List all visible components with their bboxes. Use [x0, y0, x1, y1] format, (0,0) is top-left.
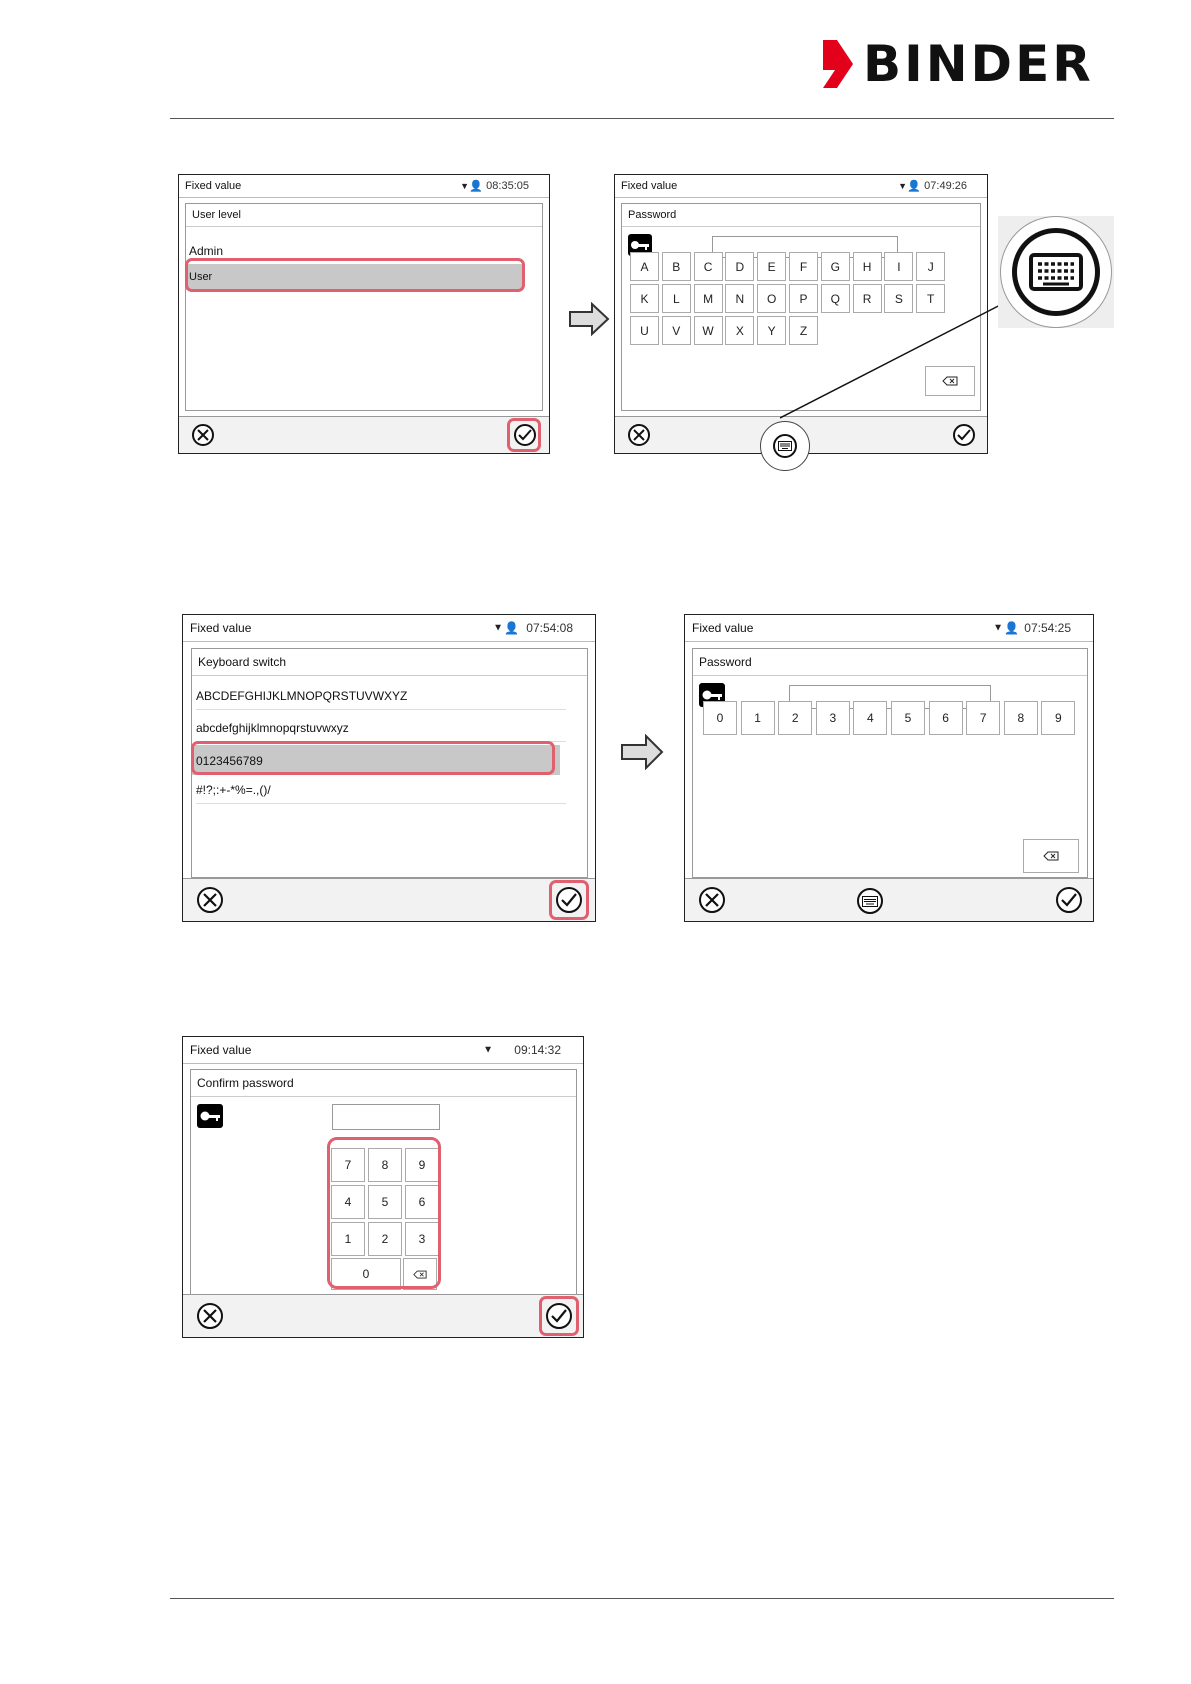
footer-bar	[183, 878, 595, 921]
panel-header	[191, 1070, 576, 1097]
panel-header	[186, 204, 542, 227]
option-lowercase[interactable]: abcdefghijklmnopqrstuvwxyz	[196, 721, 349, 735]
option-numbers-label: 0123456789	[196, 754, 263, 768]
key-0[interactable]: 0	[703, 701, 737, 735]
highlight-user-item	[185, 258, 525, 292]
key-m[interactable]: M	[694, 284, 723, 313]
keyboard-switch-button[interactable]	[857, 888, 883, 914]
key-7[interactable]: 7	[331, 1148, 365, 1182]
key-8[interactable]: 8	[1004, 701, 1038, 735]
key-j[interactable]: J	[916, 252, 945, 281]
user-lock-icon: 👤	[907, 180, 921, 193]
magnified-ring	[1000, 216, 1112, 328]
dropdown-arrow-icon[interactable]: ▼	[993, 622, 1003, 634]
key-b[interactable]: B	[662, 252, 691, 281]
screen-confirm-password	[182, 1036, 584, 1338]
backspace-button[interactable]	[1023, 839, 1079, 873]
highlight-confirm	[507, 418, 541, 452]
panel-header	[192, 649, 587, 676]
option-uppercase[interactable]: ABCDEFGHIJKLMNOPQRSTUVWXYZ	[196, 689, 408, 703]
callout-line	[780, 240, 1030, 420]
screen-title: Fixed value	[692, 621, 754, 635]
cancel-button[interactable]	[197, 1303, 223, 1329]
user-lock-icon: 👤	[504, 621, 519, 635]
confirm-icon	[957, 429, 971, 441]
highlight-confirm	[549, 880, 589, 920]
user-level-panel	[185, 203, 543, 411]
clock-time: 07:54:25	[1024, 621, 1071, 635]
keyboard-switch-callout	[760, 421, 810, 471]
cancel-icon	[705, 893, 719, 907]
dropdown-arrow-icon[interactable]: ▼	[483, 1044, 493, 1056]
dropdown-arrow-icon[interactable]: ▼	[898, 181, 907, 191]
status-bar	[615, 175, 987, 198]
key-1[interactable]: 1	[331, 1222, 365, 1256]
screen-title: Fixed value	[190, 1043, 252, 1057]
user-lock-icon: 👤	[469, 180, 483, 193]
magnified-keyboard-button	[1012, 228, 1100, 316]
confirm-button[interactable]	[1056, 887, 1082, 913]
key-icon	[197, 1104, 223, 1128]
binder-logo-mark-icon	[823, 40, 859, 88]
status-bar	[685, 615, 1093, 642]
key-5[interactable]: 5	[891, 701, 925, 735]
cancel-button[interactable]	[197, 887, 223, 913]
key-2[interactable]: 2	[368, 1222, 402, 1256]
key-r[interactable]: R	[853, 284, 882, 313]
key-8[interactable]: 8	[368, 1148, 402, 1182]
key-4[interactable]: 4	[331, 1185, 365, 1219]
cancel-button[interactable]	[628, 424, 650, 446]
key-x[interactable]: X	[725, 316, 754, 345]
key-d[interactable]: D	[725, 252, 754, 281]
list-item-user-label: User	[189, 271, 213, 283]
backspace-icon	[1043, 851, 1059, 861]
divider	[196, 803, 566, 804]
panel-title: Confirm password	[197, 1076, 294, 1090]
panel-header	[693, 649, 1087, 676]
key-k[interactable]: K	[630, 284, 659, 313]
confirm-icon	[1061, 893, 1077, 907]
cancel-icon	[633, 429, 645, 441]
panel-title: Password	[628, 209, 677, 221]
arrow-right-icon	[620, 734, 664, 770]
footer-bar	[685, 878, 1093, 921]
key-9[interactable]: 9	[1041, 701, 1075, 735]
cancel-icon	[203, 893, 217, 907]
key-z[interactable]: Z	[789, 316, 818, 345]
key-i[interactable]: I	[884, 252, 913, 281]
dropdown-arrow-icon[interactable]: ▼	[460, 181, 469, 191]
key-s[interactable]: S	[884, 284, 913, 313]
key-4[interactable]: 4	[853, 701, 887, 735]
status-bar	[183, 1037, 583, 1064]
screen-password-numeric	[684, 614, 1094, 922]
dropdown-arrow-icon[interactable]: ▼	[493, 622, 503, 634]
header-rule	[170, 118, 1114, 119]
highlight-numbers-option	[191, 741, 555, 775]
panel-title: Keyboard switch	[198, 655, 287, 669]
user-lock-icon: 👤	[1004, 621, 1019, 635]
key-1[interactable]: 1	[741, 701, 775, 735]
key-3[interactable]: 3	[816, 701, 850, 735]
screen-title: Fixed value	[185, 180, 242, 192]
key-h[interactable]: H	[853, 252, 882, 281]
panel-title: User level	[192, 209, 241, 221]
key-2[interactable]: 2	[778, 701, 812, 735]
keyboard-switch-button[interactable]	[773, 434, 797, 458]
confirm-password-input[interactable]	[332, 1104, 440, 1130]
key-9[interactable]: 9	[405, 1148, 439, 1182]
binder-logo	[823, 35, 1113, 93]
key-g[interactable]: G	[821, 252, 850, 281]
cancel-icon	[197, 429, 209, 441]
key-t[interactable]: T	[916, 284, 945, 313]
key-y[interactable]: Y	[757, 316, 786, 345]
footer-bar	[615, 416, 987, 453]
screen-keyboard-switch	[182, 614, 596, 922]
screen-title: Fixed value	[190, 621, 252, 635]
key-6[interactable]: 6	[929, 701, 963, 735]
footer-bar	[183, 1294, 583, 1337]
key-p[interactable]: P	[789, 284, 818, 313]
key-q[interactable]: Q	[821, 284, 850, 313]
option-symbols[interactable]: #!?;:+-*%=.,()/	[196, 783, 271, 797]
keyboard-icon	[862, 896, 878, 907]
highlight-confirm	[539, 1296, 579, 1336]
arrow-right-icon	[568, 302, 610, 336]
cancel-button[interactable]	[192, 424, 214, 446]
highlight-keypad	[327, 1137, 441, 1289]
divider	[196, 709, 566, 710]
keyboard-icon	[1029, 253, 1083, 291]
panel-header	[622, 204, 980, 227]
key-u[interactable]: U	[630, 316, 659, 345]
key-0[interactable]: 0	[331, 1258, 401, 1290]
key-l[interactable]: L	[662, 284, 691, 313]
confirm-button[interactable]	[953, 424, 975, 446]
cancel-icon	[203, 1309, 217, 1323]
magnified-keyboard-callout	[998, 216, 1114, 328]
key-6[interactable]: 6	[405, 1185, 439, 1219]
key-w[interactable]: W	[694, 316, 723, 345]
password-panel	[692, 648, 1088, 878]
clock-time: 07:49:26	[924, 180, 967, 192]
list-item-admin[interactable]: Admin	[189, 244, 224, 258]
key-n[interactable]: N	[725, 284, 754, 313]
key-f[interactable]: F	[789, 252, 818, 281]
key-e[interactable]: E	[757, 252, 786, 281]
cancel-button[interactable]	[699, 887, 725, 913]
keyboard-icon	[778, 441, 792, 451]
key-o[interactable]: O	[757, 284, 786, 313]
key-3[interactable]: 3	[405, 1222, 439, 1256]
status-bar	[183, 615, 595, 642]
clock-time: 07:54:08	[526, 621, 573, 635]
key-5[interactable]: 5	[368, 1185, 402, 1219]
key-7[interactable]: 7	[966, 701, 1000, 735]
clock-time: 08:35:05	[486, 180, 529, 192]
key-a[interactable]: A	[630, 252, 659, 281]
key-c[interactable]: C	[694, 252, 723, 281]
footer-rule	[170, 1598, 1114, 1599]
status-bar	[179, 175, 549, 198]
panel-title: Password	[699, 655, 752, 669]
footer-bar	[179, 416, 549, 453]
screen-user-level	[178, 174, 550, 454]
brand-name: BINDER	[863, 35, 1094, 93]
key-v[interactable]: V	[662, 316, 691, 345]
screen-title: Fixed value	[621, 180, 678, 192]
clock-time: 09:14:32	[514, 1043, 561, 1057]
